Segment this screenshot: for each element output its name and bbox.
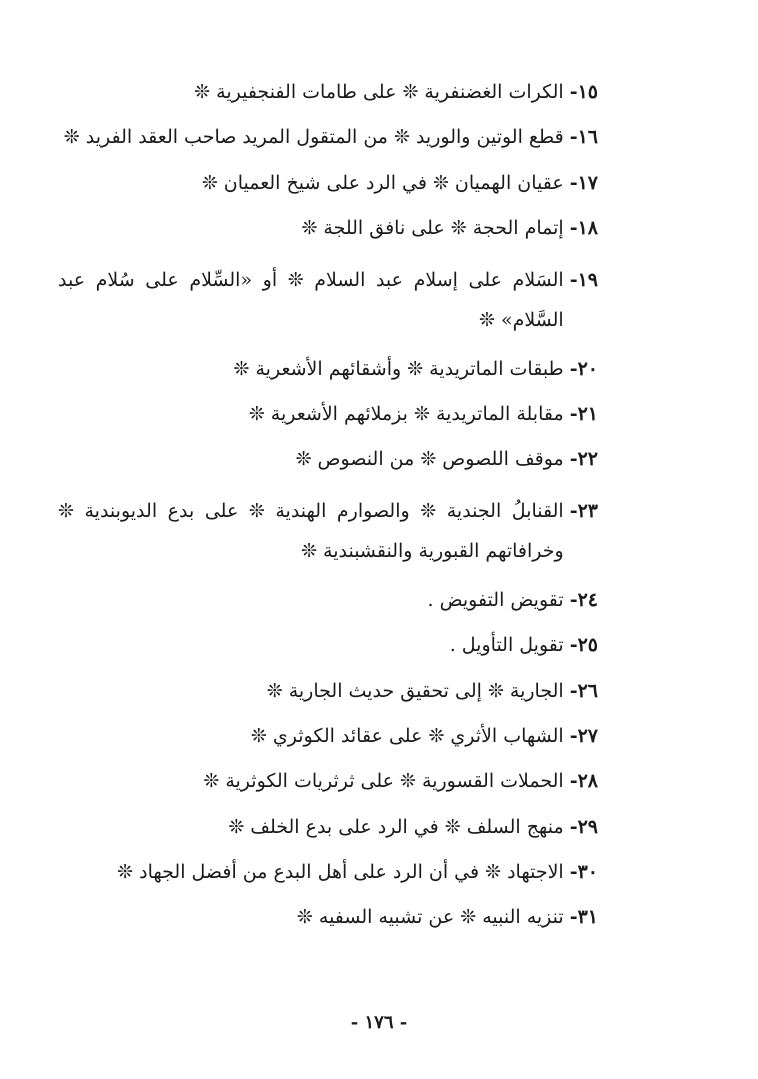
item-title: إتمام الحجة ❊ على نافق اللجة ❊ xyxy=(301,217,564,240)
item-number: ١٧- xyxy=(569,171,598,194)
book-list xyxy=(58,78,598,949)
page-number: - ١٧٦ - xyxy=(350,1012,408,1033)
item-title: السَلام على إسلام عبد السلام ❊ أو «السِّلام على سُلام عبد السَّلام» ❊ xyxy=(58,268,564,331)
list-item xyxy=(58,123,598,151)
list-item xyxy=(58,813,598,841)
item-number: ٢٦- xyxy=(569,679,598,702)
item-title: عقيان الهميان ❊ في الرد على شيخ العميان ❊ xyxy=(201,171,564,194)
item-title: تنزيه النبيه ❊ عن تشبيه السفيه ❊ xyxy=(296,906,564,929)
list-item xyxy=(58,586,598,614)
list-item xyxy=(58,400,598,428)
item-title: الشهاب الأثري ❊ على عقائد الكوثري ❊ xyxy=(250,724,564,747)
list-item xyxy=(58,677,598,705)
list-item xyxy=(58,78,598,106)
list-item xyxy=(58,214,598,242)
item-title: قطع الوتين والوريد ❊ من المتقول المريد صاحب العقد الفريد ❊ xyxy=(63,126,564,149)
item-number: ١٩- xyxy=(569,268,598,291)
item-title: الاجتهاد ❊ في أن الرد على أهل البدع من أفضل الجهاد ❊ xyxy=(117,861,564,884)
item-title: الحملات القسورية ❊ على ثرثريات الكوثرية ❊ xyxy=(203,770,564,793)
item-number: ٣٠- xyxy=(569,861,598,884)
item-title: منهج السلف ❊ في الرد على بدع الخلف ❊ xyxy=(228,815,564,838)
item-number: ٢٧- xyxy=(569,724,598,747)
item-number: ٢٢- xyxy=(569,448,598,471)
list-item xyxy=(58,169,598,197)
item-number: ١٥- xyxy=(569,81,598,103)
list-item xyxy=(58,858,598,886)
list-item xyxy=(58,445,598,473)
item-number: ١٨- xyxy=(569,217,598,240)
item-title: طبقات الماتريدية ❊ وأشقائهم الأشعرية ❊ xyxy=(233,357,564,380)
list-item xyxy=(58,491,598,571)
item-number: ١٦- xyxy=(569,126,598,149)
list-item xyxy=(58,631,598,659)
item-number: ٢٤- xyxy=(569,588,598,611)
list-item xyxy=(58,903,598,931)
item-title: تقويل التأويل . xyxy=(449,634,564,657)
item-number: ٢٠- xyxy=(569,357,598,380)
list-item xyxy=(58,260,598,340)
item-number: ٢٣- xyxy=(569,499,598,522)
item-title: تقويض التفويض . xyxy=(427,588,564,611)
item-number: ٣١- xyxy=(569,906,598,929)
list-item xyxy=(58,767,598,795)
item-title: الجارية ❊ إلى تحقيق حديث الجارية ❊ xyxy=(266,679,564,702)
item-number: ٢١- xyxy=(569,402,598,425)
item-number: ٢٩- xyxy=(569,815,598,838)
item-number: ٢٨- xyxy=(569,770,598,793)
list-item xyxy=(58,355,598,383)
list-item xyxy=(58,722,598,750)
item-title: القنابلُ الجندية ❊ والصوارم الهندية ❊ على بدع الديوبندية ❊ وخرافاتهم القبورية والنقشبندية ❊ xyxy=(58,499,564,562)
item-title: موقف اللصوص ❊ من النصوص ❊ xyxy=(295,448,564,471)
item-title: مقابلة الماتريدية ❊ بزملائهم الأشعرية ❊ xyxy=(248,402,564,425)
item-number: ٢٥- xyxy=(569,634,598,657)
item-title: الكرات الغضنفرية ❊ على طامات الفنجفيرية ❊ xyxy=(194,81,564,103)
